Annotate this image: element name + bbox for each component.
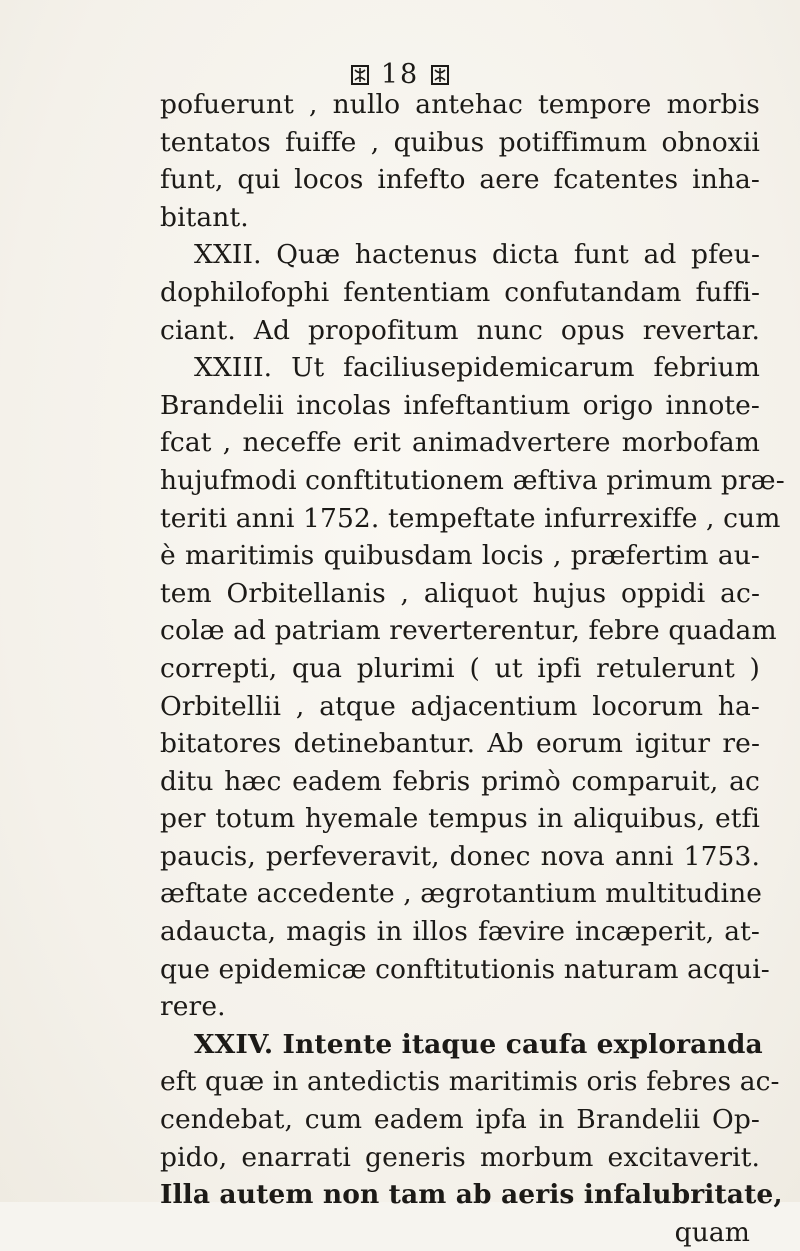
text-line: ciant. Ad propofitum nunc opus revertar.	[160, 314, 760, 346]
ornament-left-icon	[350, 64, 370, 86]
section-heading-line: XXIV. Intente itaque caufa exploranda	[194, 1028, 763, 1060]
text-line: tentatos fuiffe , quibus potiffimum obnoxii	[160, 126, 760, 158]
text-line: adaucta, magis in illos fævire incæperit, at-	[160, 916, 760, 948]
text-line: paucis, perfeveravit, donec nova anni 1753.	[160, 840, 760, 872]
text-line: Brandelii incolas infeftantium origo innote-	[160, 389, 760, 421]
text-line: rere.	[160, 991, 226, 1023]
text-line: que epidemicæ conftitutionis naturam acqui-	[160, 953, 770, 985]
ornament-right-icon	[430, 64, 450, 86]
text-line: cendebat, cum eadem ipfa in Brandelii Op-	[160, 1104, 760, 1136]
text-line: pido, enarrati generis morbum excitaverit.	[160, 1141, 760, 1173]
text-line: ditu hæc eadem febris primò comparuit, ac	[160, 765, 760, 797]
catchword: quam	[674, 1216, 750, 1248]
text-line: funt, qui locos infefto aere fcatentes inha-	[160, 164, 760, 196]
page-body	[160, 86, 785, 1251]
text-line: hujufmodi conftitutionem æftiva primum præ-	[160, 464, 785, 496]
section-heading-line: XXIII. Ut faciliusepidemicarum febrium	[194, 352, 760, 384]
text-line: è maritimis quibusdam locis , præfertim au-	[160, 540, 760, 572]
text-line: æftate accedente , ægrotantium multitudine	[160, 878, 763, 910]
text-line: Illa autem non tam ab aeris infalubritate,	[160, 1179, 783, 1211]
text-line: correpti, qua plurimi ( ut ipfi retulerunt )	[160, 652, 760, 684]
text-line: bitant.	[160, 201, 249, 233]
text-line: fcat , neceffe erit animadvertere morbofam	[160, 427, 760, 459]
section-heading-line: XXII. Quæ hactenus dicta funt ad pfeu-	[194, 239, 760, 271]
text-line: per totum hyemale tempus in aliquibus, etfi	[160, 803, 760, 835]
text-line: dophilofophi fententiam confutandam fuffi-	[160, 276, 760, 308]
text-line: eft quæ in antedictis maritimis oris febres ac-	[160, 1066, 780, 1098]
text-line: teriti anni 1752. tempeftate infurrexiffe , cum	[160, 502, 781, 534]
text-line: colæ ad patriam reverterentur, febre quadam	[160, 615, 777, 647]
text-line: tem Orbitellanis , aliquot hujus oppidi ac-	[160, 577, 760, 609]
text-line: pofuerunt , nullo antehac tempore morbis	[160, 89, 760, 120]
page-number: 18	[380, 59, 420, 90]
text-line: bitatores detinebantur. Ab eorum igitur re-	[160, 728, 760, 760]
text-line: Orbitellii , atque adjacentium locorum ha-	[160, 690, 760, 722]
